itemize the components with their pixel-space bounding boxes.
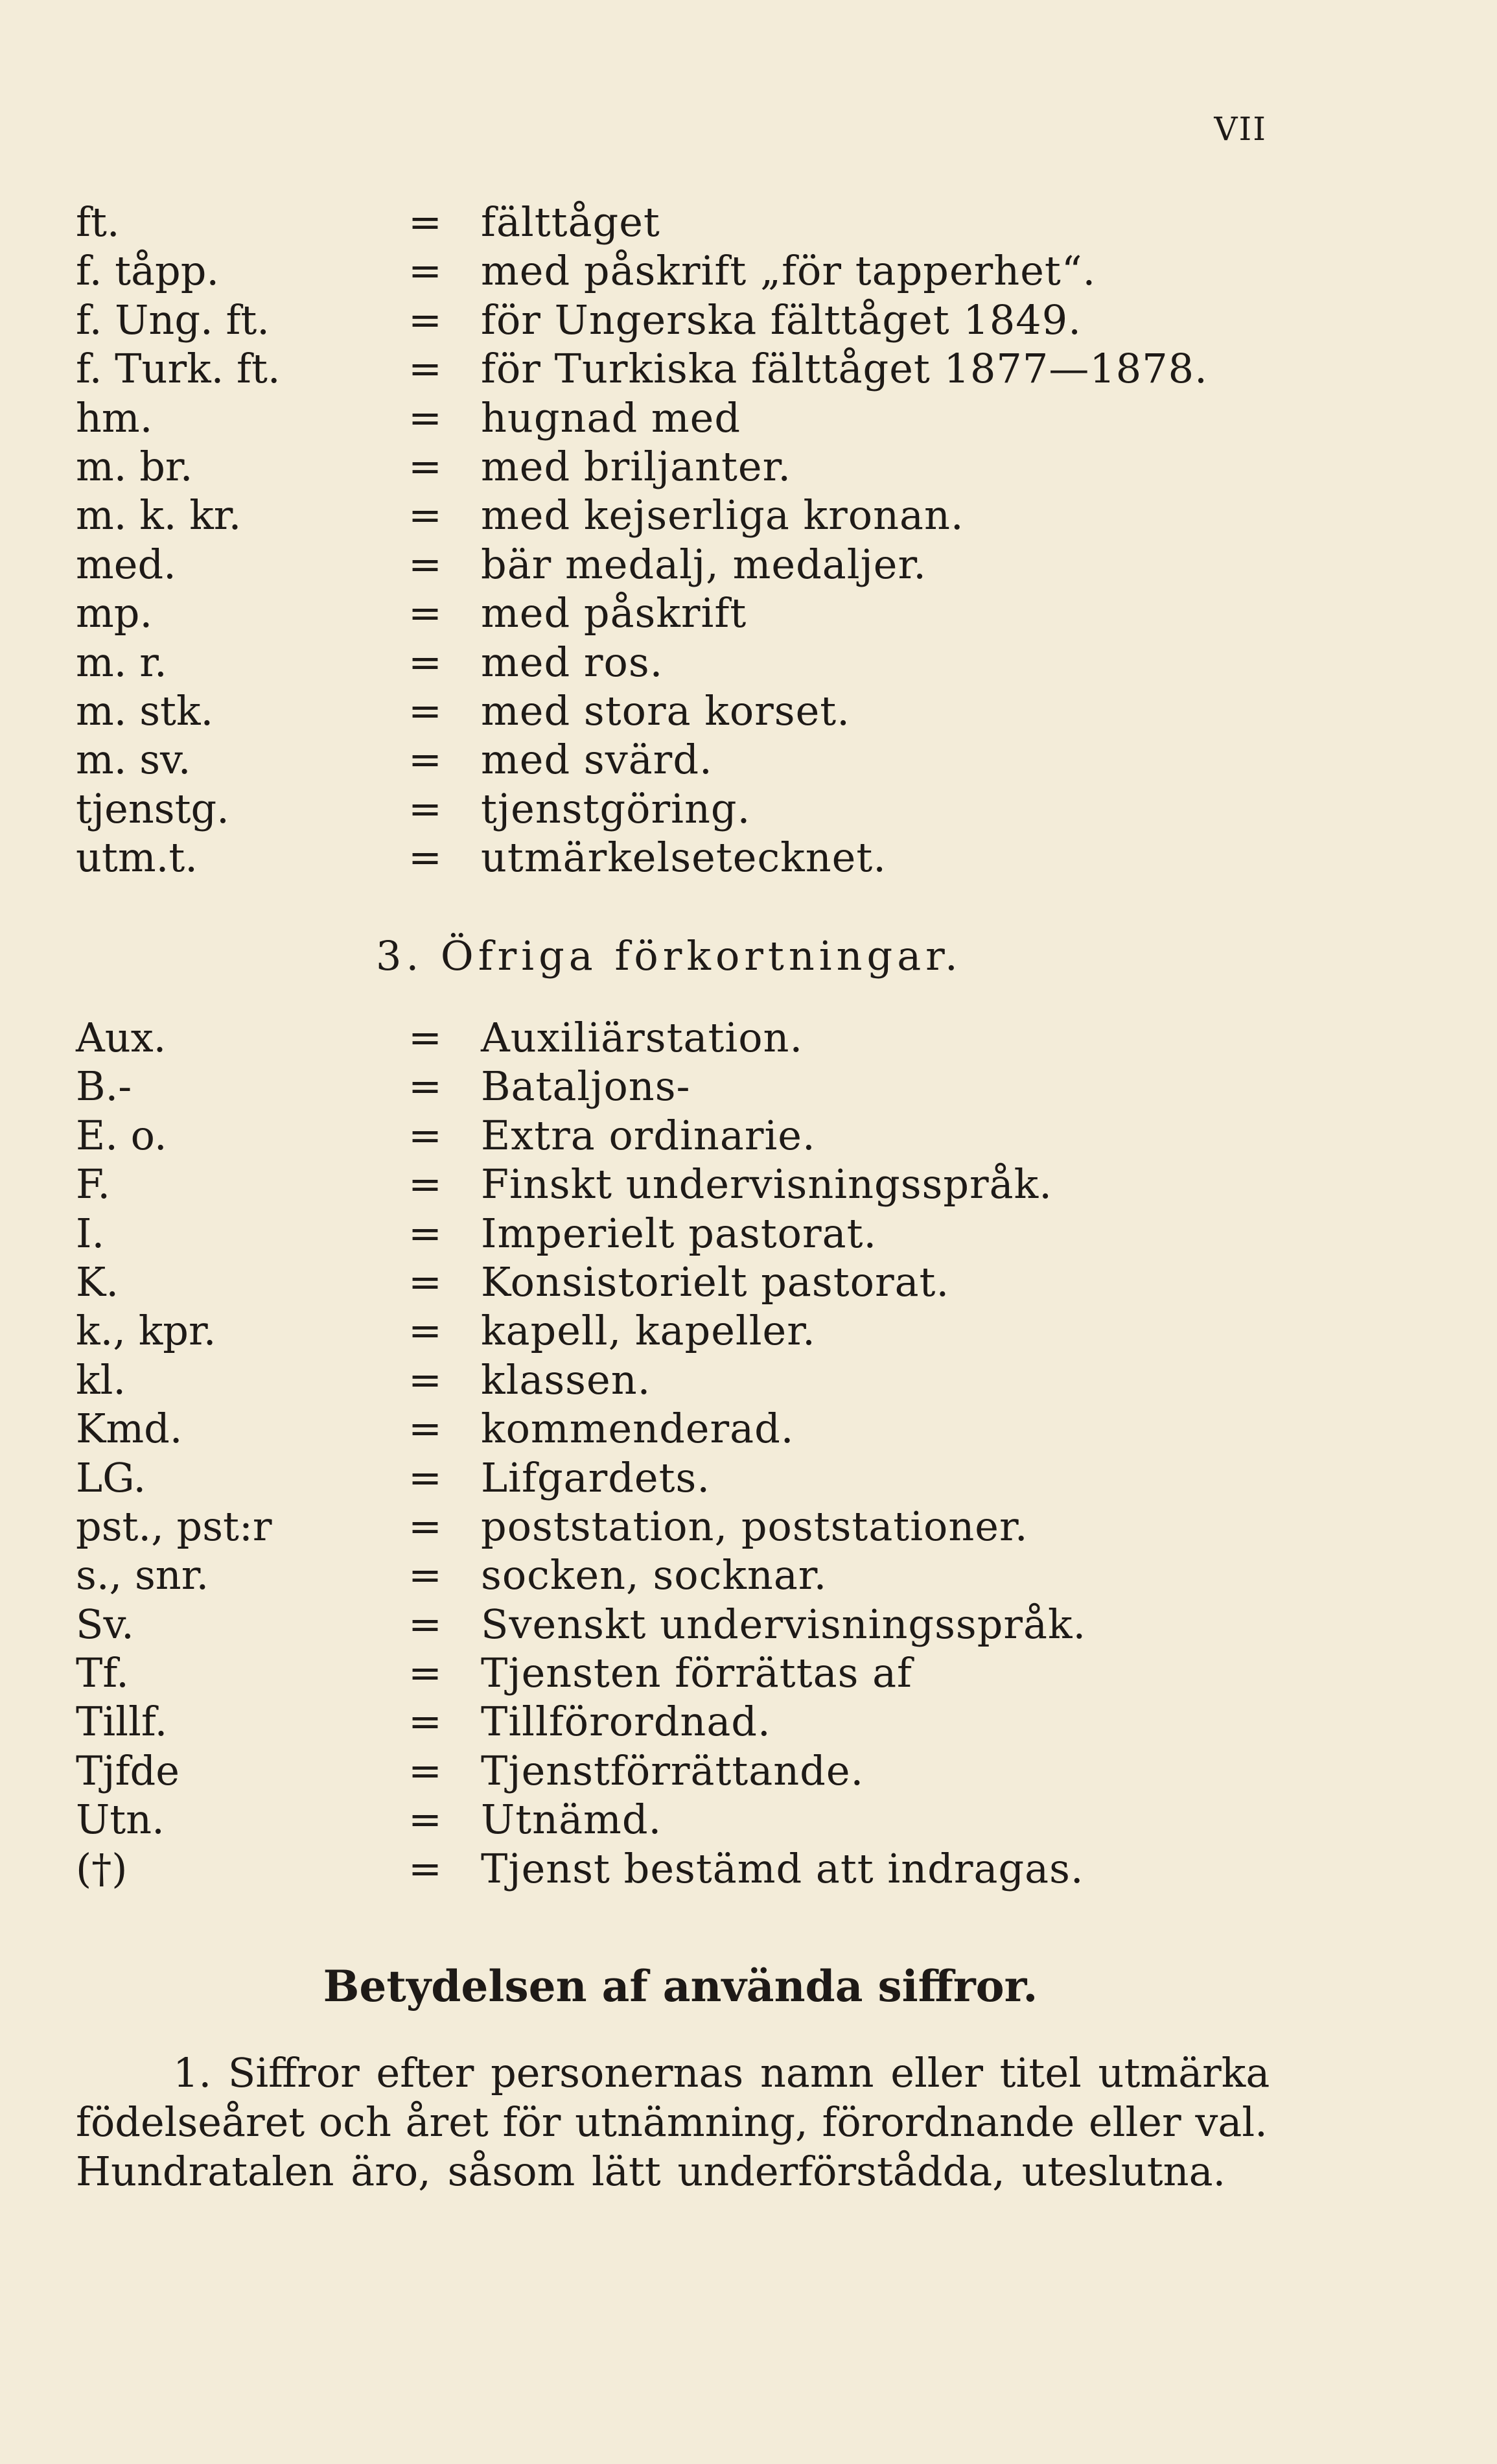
paragraph-line: födelseåret och året för utnämning, förordnande eller val. [76, 2098, 1268, 2146]
abbreviation-key: Tf. [76, 1649, 129, 1697]
abbreviation-key: k., kpr. [76, 1307, 216, 1355]
abbreviation-definition: Konsistorielt pastorat. [481, 1258, 950, 1306]
abbreviation-key: kl. [76, 1355, 126, 1403]
abbreviation-key: B.- [76, 1062, 132, 1110]
abbreviation-row [76, 198, 1372, 246]
equals-sign: = [408, 784, 442, 832]
abbreviation-definition: kommenderad. [481, 1405, 795, 1453]
abbreviation-row [76, 1111, 1372, 1160]
abbreviation-definition: för Turkiska fälttåget 1877—1878. [481, 345, 1208, 393]
abbreviation-row [76, 1453, 1372, 1502]
abbreviation-row [76, 1404, 1372, 1453]
abbreviation-row [76, 1600, 1372, 1649]
equals-sign: = [408, 1111, 442, 1159]
equals-sign: = [408, 1844, 442, 1892]
equals-sign: = [408, 638, 442, 686]
abbreviation-key: Kmd. [76, 1405, 183, 1453]
abbreviation-row [76, 246, 1372, 295]
abbreviation-definition: Tjenstförrättande. [481, 1746, 865, 1794]
equals-sign: = [408, 247, 442, 295]
abbreviation-key: utm.t. [76, 834, 198, 882]
abbreviation-definition: Bataljons- [481, 1062, 691, 1110]
abbreviation-key: (†) [76, 1844, 128, 1892]
abbreviation-key: Tjfde [76, 1746, 180, 1794]
paragraph-line: Hundratalen äro, såsom lätt underförstådda, uteslutna. [76, 2148, 1226, 2195]
abbreviation-key: Tillf. [76, 1698, 168, 1746]
abbreviation-list-other [76, 1013, 1372, 1893]
abbreviation-key: E. o. [76, 1111, 167, 1159]
abbreviation-definition: med ros. [481, 638, 664, 686]
abbreviation-definition: med stora korset. [481, 686, 850, 734]
abbreviation-row [76, 296, 1372, 344]
abbreviation-key: f. Ung. ft. [76, 296, 270, 344]
abbreviation-key: mp. [76, 589, 153, 637]
equals-sign: = [408, 491, 442, 539]
equals-sign: = [408, 540, 442, 588]
abbreviation-key: hm. [76, 393, 153, 441]
equals-sign: = [408, 1502, 442, 1550]
equals-sign: = [408, 736, 442, 784]
abbreviation-definition: med påskrift [481, 589, 747, 637]
abbreviation-definition: med svärd. [481, 736, 713, 784]
abbreviation-row [76, 1062, 1372, 1110]
abbreviation-row [76, 686, 1372, 735]
abbreviation-key: LG. [76, 1453, 146, 1501]
abbreviation-definition: Svenskt undervisningsspråk. [481, 1600, 1087, 1648]
abbreviation-key: m. r. [76, 638, 167, 686]
equals-sign: = [408, 1258, 442, 1306]
abbreviation-definition: utmärkelsetecknet. [481, 834, 887, 882]
abbreviation-definition: Lifgardets. [481, 1453, 711, 1501]
equals-sign: = [408, 1355, 442, 1403]
abbreviation-row [76, 442, 1372, 491]
abbreviation-key: s., snr. [76, 1551, 209, 1599]
abbreviation-row [76, 1502, 1372, 1551]
abbreviation-definition: bär medalj, medaljer. [481, 540, 927, 588]
abbreviation-key: ft. [76, 198, 120, 246]
abbreviation-definition: fälttåget [481, 198, 660, 246]
abbreviation-row [76, 1795, 1372, 1844]
abbreviation-row [76, 1844, 1372, 1893]
equals-sign: = [408, 589, 442, 637]
abbreviation-definition: hugnad med [481, 393, 741, 441]
abbreviation-key: Utn. [76, 1796, 165, 1844]
abbreviation-key: pst., pst:r [76, 1502, 272, 1550]
abbreviation-key: I. [76, 1209, 105, 1257]
abbreviation-key: Sv. [76, 1600, 134, 1648]
equals-sign: = [408, 1062, 442, 1110]
abbreviation-definition: socken, socknar. [481, 1551, 828, 1599]
abbreviation-definition: med kejserliga kronan. [481, 491, 964, 539]
abbreviation-row [76, 344, 1372, 393]
abbreviation-definition: klassen. [481, 1355, 651, 1403]
abbreviation-row [76, 393, 1372, 442]
abbreviation-row [76, 735, 1372, 784]
abbreviation-definition: med påskrift „för tapperhet“. [481, 247, 1097, 295]
abbreviation-key: Aux. [76, 1014, 167, 1061]
abbreviation-row [76, 833, 1372, 882]
equals-sign: = [408, 834, 442, 882]
abbreviation-row [76, 1209, 1372, 1258]
equals-sign: = [408, 686, 442, 734]
abbreviation-key: K. [76, 1258, 119, 1306]
equals-sign: = [408, 345, 442, 393]
abbreviation-key: m. stk. [76, 686, 214, 734]
equals-sign: = [408, 1307, 442, 1355]
abbreviation-key: tjenstg. [76, 784, 229, 832]
equals-sign: = [408, 296, 442, 344]
abbreviation-key: m. br. [76, 442, 193, 490]
equals-sign: = [408, 442, 442, 490]
abbreviation-definition: Tjensten förrättas af [481, 1649, 913, 1697]
section-heading-other-abbreviations: 3. Öfriga förkortningar. [376, 932, 962, 980]
equals-sign: = [408, 1405, 442, 1453]
abbreviation-list-decorations [76, 198, 1372, 882]
abbreviation-row [76, 540, 1372, 589]
abbreviation-row [76, 1697, 1372, 1746]
numbers-explanation-paragraph [76, 2048, 1317, 2196]
abbreviation-key: f. tåpp. [76, 247, 220, 295]
abbreviation-definition: Tillförordnad. [481, 1698, 771, 1746]
paragraph-line: 1. Siffror efter personernas namn eller titel utmärka [173, 2049, 1270, 2096]
abbreviation-row [76, 1258, 1372, 1306]
abbreviation-definition: Auxiliärstation. [481, 1014, 804, 1061]
abbreviation-row [76, 784, 1372, 833]
abbreviation-key: F. [76, 1160, 111, 1208]
abbreviation-row [76, 1649, 1372, 1697]
equals-sign: = [408, 1600, 442, 1648]
abbreviation-row [76, 1160, 1372, 1208]
equals-sign: = [408, 1551, 442, 1599]
abbreviation-row [76, 589, 1372, 637]
equals-sign: = [408, 1746, 442, 1794]
abbreviation-key: m. k. kr. [76, 491, 242, 539]
abbreviation-row [76, 1355, 1372, 1404]
page-number: VII [1214, 110, 1267, 148]
equals-sign: = [408, 1209, 442, 1257]
numbers-section-heading: Betydelsen af använda siffror. [323, 1961, 1038, 2012]
equals-sign: = [408, 1014, 442, 1061]
abbreviation-row [76, 1013, 1372, 1062]
abbreviation-row [76, 1746, 1372, 1795]
equals-sign: = [408, 198, 442, 246]
abbreviation-definition: för Ungerska fälttåget 1849. [481, 296, 1082, 344]
equals-sign: = [408, 393, 442, 441]
abbreviation-definition: med briljanter. [481, 442, 792, 490]
equals-sign: = [408, 1698, 442, 1746]
equals-sign: = [408, 1453, 442, 1501]
abbreviation-definition: Finskt undervisningsspråk. [481, 1160, 1052, 1208]
abbreviation-row [76, 491, 1372, 539]
abbreviation-definition: Utnämd. [481, 1796, 662, 1844]
abbreviation-key: m. sv. [76, 736, 191, 784]
abbreviation-definition: Tjenst bestämd att indragas. [481, 1844, 1084, 1892]
equals-sign: = [408, 1649, 442, 1697]
equals-sign: = [408, 1796, 442, 1844]
abbreviation-row [76, 638, 1372, 686]
abbreviation-definition: Imperielt pastorat. [481, 1209, 877, 1257]
abbreviation-definition: poststation, poststationer. [481, 1502, 1028, 1550]
abbreviation-definition: Extra ordinarie. [481, 1111, 816, 1159]
abbreviation-definition: kapell, kapeller. [481, 1307, 816, 1355]
abbreviation-key: f. Turk. ft. [76, 345, 281, 393]
abbreviation-row [76, 1306, 1372, 1355]
abbreviation-definition: tjenstgöring. [481, 784, 751, 832]
equals-sign: = [408, 1160, 442, 1208]
abbreviation-key: med. [76, 540, 176, 588]
abbreviation-row [76, 1551, 1372, 1599]
